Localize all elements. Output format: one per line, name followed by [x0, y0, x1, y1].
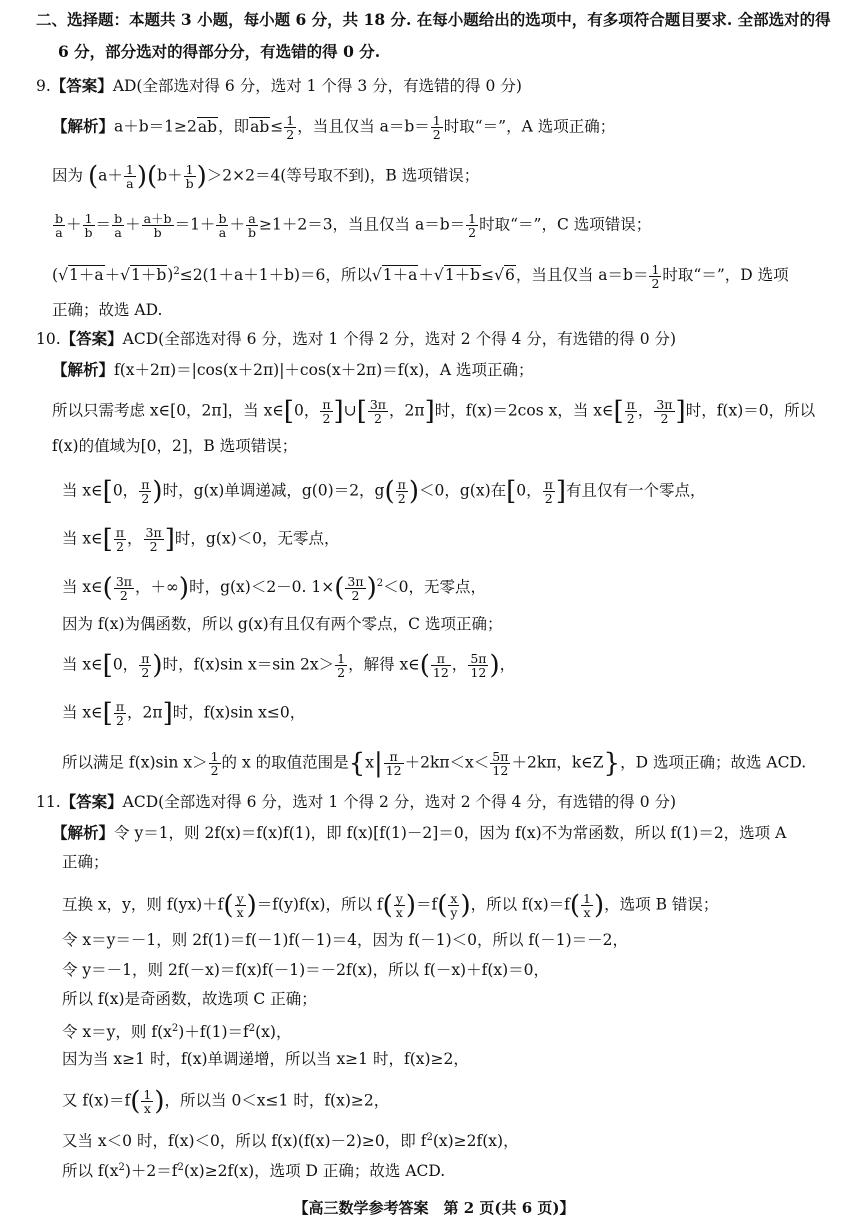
fraction: $\frac{1}{2}$: [286, 113, 295, 142]
q11-analysis-line11: 所以 $f(x^2)+2=f^2(x)\ge 2f(x)$，选项 D 正确；故选 ACD.: [62, 1162, 446, 1181]
q11-analysis-line1: 【解析】令 y＝1，则 2f(x)＝f(x)f(1)，即 f(x)[f(1)－2]＝0，因为 f(x)不为常函数，所以 f(1)＝2，选项 A: [52, 823, 787, 842]
q10-analysis-line10: 所以满足 f(x)sin x＞ $\frac{1}{2}$ 的 x 的取值范围是{x| $\frac{\pi}{12}$ ＋2kπ＜x＜ $\frac{5\pi}{12}$ ＋2kπ，k∈Z}，D 选项正确；故选 ACD.: [62, 748, 807, 779]
q11-analysis-line9: 又 f(x)＝f( $\frac{1}{x}$ )，所以当 0＜x≤1 时，f(x)≥2，: [62, 1086, 390, 1117]
q10-answer-line: 10.【答案】ACD(全部选对得 6 分，选对 1 个得 2 分，选对 2 个得 4 分，有选错的得 0 分): [36, 329, 677, 348]
section-heading-line1: 二、选择题：本题共 3 小题，每小题 6 分，共 18 分. 在每小题给出的选项中，有多项符合题目要求. 全部选对的得: [36, 10, 831, 29]
fraction: $\frac{1}{2}$: [432, 113, 441, 142]
page-footer: 【高三数学参考答案 第 2 页(共 6 页)】: [293, 1199, 575, 1217]
q11-analysis-line10: 又当 x＜0 时，f(x)＜0，所以 f(x)(f(x)－2)≥0，即 $f^2(x)\ge 2f(x)$，: [62, 1132, 519, 1151]
q11-analysis-line5: 令 y＝－1，则 2f(－x)＝f(x)f(－1)＝－2f(x)，所以 f(－x)＋f(x)＝0，: [62, 961, 550, 979]
q9-answer-tag: 【答案】: [50, 76, 113, 95]
q9-answer-line: [36, 76, 522, 96]
q10-analysis-line9: 当 x∈[ $\frac{\pi}{2}$ ，2π]时，f(x)sin x≤0，: [62, 698, 306, 729]
q10-analysis-line3: f(x)的值域为[0，2]，B 选项错误；: [52, 437, 298, 455]
q11-analysis-line6: 所以 f(x)是奇函数，故选项 C 正确；: [62, 990, 317, 1008]
q9-analysis-tag: 【解析】: [52, 116, 115, 136]
q11-answer-line: 11.【答案】ACD(全部选对得 6 分，选对 1 个得 2 分，选对 2 个得 4 分，有选错的得 0 分): [36, 792, 677, 811]
q10-analysis-line6: 当 x∈( $\frac{3\pi}{2}$ ，＋∞)时，g(x)＜2－0. 1×( $\frac{3\pi}{2}$ )$^2$＜0，无零点，: [62, 573, 486, 604]
q11-analysis-line3: 互换 x，y，则 f(yx)＋f( $\frac{y}{x}$ )＝f(y)f(x)，所以 f( $\frac{y}{x}$ )＝f( $\frac{x}{y}$ )，所以 f(x)＝f( $\frac{1}{x}$ )，选项 B 错误；: [62, 890, 719, 921]
q10-analysis-line4: 当 x∈[0， $\frac{\pi}{2}$ )时，g(x)单调递减，g(0)＝2，g( $\frac{\pi}{2}$ )＜0，g(x)在[0， $\frac{\pi}{2}$ ]有且仅有一个零点，: [62, 476, 706, 507]
q10-analysis-line5: 当 x∈[ $\frac{\pi}{2}$ ， $\frac{3\pi}{2}$ ]时，g(x)＜0，无零点，: [62, 524, 340, 555]
fraction: $\frac{1}{b}$: [185, 162, 194, 191]
q11-analysis-line7: 令 x＝y，则 $f(x^2)+f(1)=f^2(x)$，: [62, 1023, 292, 1042]
q10-analysis-line1: 【解析】f(x＋2π)＝|cos(x＋2π)|＋cos(x＋2π)＝f(x)，A 选项正确；: [52, 360, 534, 379]
q9-analysis-line4: $(√1+a+√1+b)^2\le 2(1+a+1+b)=6$，所以√1＋a＋√1＋b≤√6，当且仅当 a＝b＝ $\frac{1}{2}$ 时取“＝”，D 选项: [52, 261, 789, 291]
q11-analysis-line2: 正确；: [62, 853, 109, 871]
q9-analysis-line5: 正确；故选 AD.: [52, 301, 163, 319]
q11-analysis-line4: 令 x＝y＝－1，则 2f(1)＝f(－1)f(－1)＝4，因为 f(－1)＜0，所以 f(－1)＝－2，: [62, 931, 628, 949]
q9-analysis-line2: 因为 (a＋ $\frac{1}{a}$ )(b＋ $\frac{1}{b}$ )＞2×2＝4(等号取不到)，B 选项错误；: [52, 161, 480, 192]
q9-analysis-line3: $\frac{b}{a}$ ＋ $\frac{1}{b}$ ＝ $\frac{b}{a}$ ＋ $\frac{a+b}{b}$ ＝1＋ $\frac{b}{a}$ ＋ $\frac{a}{b}$ ≥1＋2＝3，当且仅当 a＝b＝ $\frac{1}{2}$ 时取“＝”，C 选项错误；: [55, 211, 652, 240]
q9-analysis-line1: 【解析】a＋b＝1≥2ab，即ab≤ $\frac{1}{2}$ ，当且仅当 a＝b＝ $\frac{1}{2}$ 时取“＝”，A 选项正确；: [52, 113, 616, 142]
section-heading-line2: 6 分，部分选对的得部分分，有选错的得 0 分.: [58, 42, 381, 61]
q10-analysis-line8: 当 x∈[0， $\frac{\pi}{2}$ )时，f(x)sin x＝sin 2x＞ $\frac{1}{2}$ ，解得 x∈( $\frac{\pi}{12}$ ， $\frac{5\pi}{12}$ )，: [62, 650, 516, 681]
q9-answer: AD(全部选对得 6 分，选对 1 个得 3 分，有选错的得 0 分): [112, 77, 522, 95]
fraction: $\frac{1}{a}$: [125, 162, 134, 191]
q10-analysis-line2: 所以只需考虑 x∈[0，2π]，当 x∈[0， $\frac{\pi}{2}$ ]∪[ $\frac{3\pi}{2}$ ，2π]时，f(x)＝2cos x，当 x∈[ $\frac{\pi}{2}$ ， $\frac{3\pi}{2}$ ]时，f(x)＝0，所以: [52, 396, 816, 427]
q9-number: 9.: [36, 77, 51, 95]
q11-analysis-line8: 因为当 x≥1 时，f(x)单调递增，所以当 x≥1 时，f(x)≥2，: [62, 1050, 469, 1068]
q10-analysis-line7: 因为 f(x)为偶函数，所以 g(x)有且仅有两个零点，C 选项正确；: [62, 615, 503, 633]
